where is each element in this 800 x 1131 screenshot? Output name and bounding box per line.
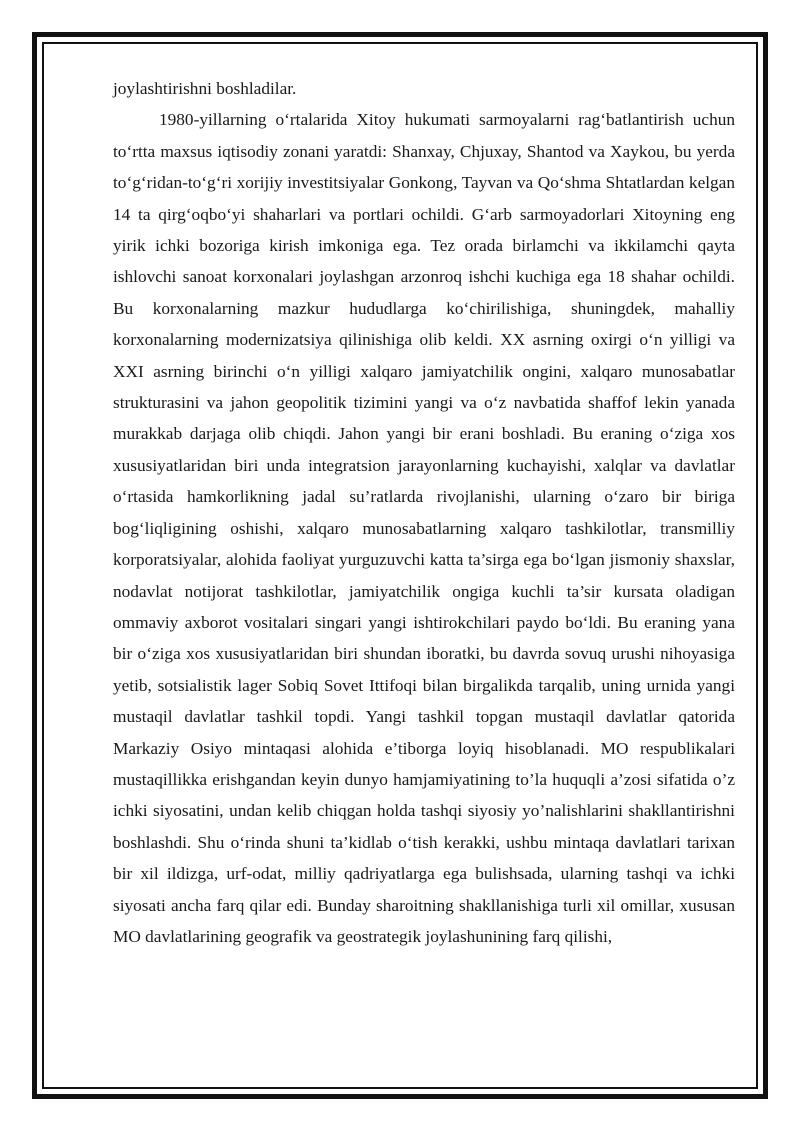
page-body [113, 73, 735, 952]
continuation-line: joylashtirishni boshladilar. [113, 79, 297, 98]
main-paragraph: 1980-yillarning o‘rtalarida Xitoy hukumati sarmoyalarni rag‘batlantirish uchun to‘rtta maxsus iqtisodiy zonani yaratdi: Shanxay, Chjuxay, Shantod va Xaykou, bu yerda to‘g‘ridan-to‘g‘ri xorijiy investitsiyalar Gonkong, Tayvan va Qo‘shma Shtatlardan kelgan 14 ta qirg‘oqbo‘yi shaharlari va portlari ochildi. G‘arb sarmoyadorlari Xitoyning eng yirik ichki bozoriga kirish imkoniga ega. Tez orada birlamchi va ikkilamchi qayta ishlovchi sanoat korxonalari joylashgan arzonroq ishchi kuchiga ega 18 shahar ochildi. Bu korxonalarning mazkur hududlarga ko‘chirilishiga, shuningdek, mahalliy korxonalarning modernizatsiya qilinishiga olib keldi. XX asrning oxirgi o‘n yilligi va XXI asrning birinchi o‘n yilligi xalqaro jamiyatchilik ongini, xalqaro munosabatlar strukturasini va jahon geopolitik tizimini yangi va o‘z navbatida shaffof lekin yanada murakkab darjaga olib chiqdi. Jahon yangi bir erani boshladi. Bu eraning o‘ziga xos xususiyatlaridan biri unda integratsion jarayonlarning kuchayishi, xalqlar va davlatlar o‘rtasida hamkorlikning jadal su’ratlarda rivojlanishi, ularning o‘zaro bir biriga bog‘liqligining oshishi, xalqaro munosabatlarning xalqaro tashkilotlar, transmilliy korporatsiyalar, alohida faoliyat yurguzuvchi katta ta’sirga ega bo‘lgan jismoniy shaxslar, nodavlat notijorat tashkilotlar, jamiyatchilik ongiga kuchli ta’sir kursata oladigan ommaviy axborot vositalari singari yangi ishtirokchilari paydo bo‘ldi. Bu eraning yana bir o‘ziga xos xususiyatlaridan biri shundan iboratki, bu davrda sovuq urushi nihoyasiga yetib, sotsialistik lager Sobiq Sovet Ittifoqi bilan birgalikda tarqalib, uning urnida yangi mustaqil davlatlar tashkil topdi. Yangi tashkil topgan mustaqil davlatlar qatorida Markaziy Osiyo mintaqasi alohida e’tiborga loyiq hisoblanadi. MO respublikalari mustaqillikka erishgandan keyin dunyo hamjamiyatining to’la huquqli a’zosi sifatida o’z ichki siyosatini, undan kelib chiqgan holda tashqi siyosiy yo’nalishlarini shakllantirishni boshlashdi. Shu o‘rinda shuni ta’kidlab o‘tish kerakki, ushbu mintaqa davlatlari tarixan bir xil ildizga, urf-odat, milliy qadriyatlarga ega bulishsada, ularning tashqi va ichki siyosati ancha farq qilar edi. Bunday sharoitning shakllanishiga turli xil omillar, xususan MO davlatlarining geografik va geostrategik joylashunining farq qilishi, [113, 110, 735, 946]
